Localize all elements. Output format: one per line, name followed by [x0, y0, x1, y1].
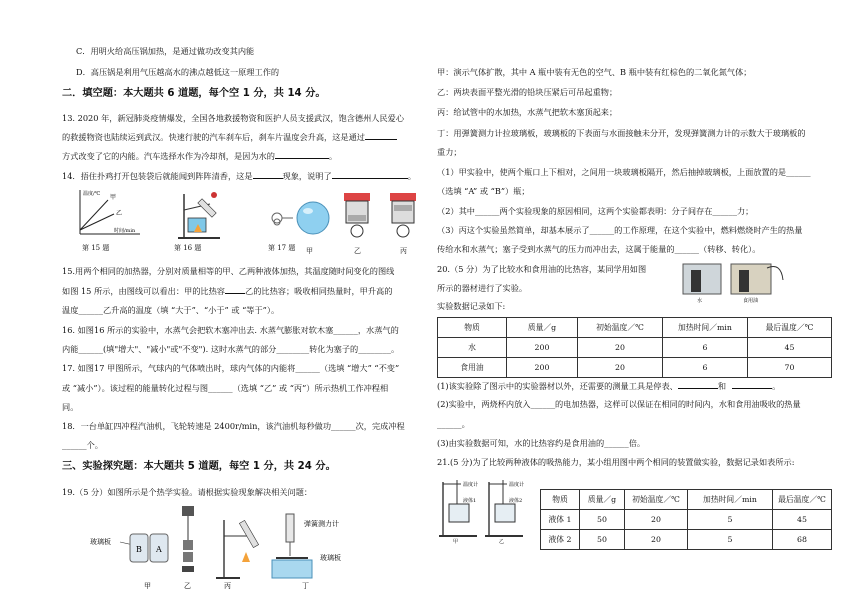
figure-21-apparatus: [437, 474, 533, 544]
q14-end: 。: [407, 171, 416, 181]
q13-line2-text: 的救援物资也陆续运到武汉。快速行驶的汽车刹车后，刹车片温度会升高，这是通过: [62, 132, 365, 142]
fig17-jia-label: 甲: [306, 247, 313, 255]
figure-19-experiments: [90, 500, 430, 592]
fig19-label: 丁: [302, 582, 309, 590]
answer-blank: [275, 149, 329, 159]
table-cell: 20: [625, 510, 688, 530]
table-21: [540, 489, 832, 550]
r-line2: 乙：两块表面平整光滑的铅块压紧后可吊起重物；: [437, 87, 618, 97]
line-jia: [80, 200, 108, 230]
table-row: [541, 510, 832, 530]
fig17-caption: 第 17 题: [268, 244, 296, 252]
spring-label: 弹簧测力计: [304, 520, 339, 528]
q20-1-text: (1)该实验除了图示中的实验器材以外，还需要的测量工具是停表、: [437, 381, 678, 391]
fig19-label: 乙: [184, 582, 191, 590]
answer-blank: [678, 379, 718, 389]
liquid-label: 液体1: [463, 498, 477, 504]
table-header-cell: 加热时间／min: [663, 318, 748, 338]
q20-line3: 实验数据记录如下:: [437, 301, 506, 311]
table-row: [541, 530, 832, 550]
figure-17-balloon: [267, 200, 337, 240]
q14-text-b: 现象，说明了: [282, 171, 332, 181]
glass-label: 玻璃板: [90, 538, 111, 546]
table-cell: 20: [578, 358, 663, 378]
table-row: [438, 338, 832, 358]
fig19-jia: [90, 534, 168, 590]
table-cell: 6: [663, 338, 748, 358]
r-line8: （2）其中______两个实验现象的原因相同，这两个实验都表明：分子间存在______力；: [437, 206, 754, 216]
fig19-ding: [272, 514, 341, 590]
table-header-cell: 质量／g: [507, 318, 578, 338]
q13-line3-text: 方式改变了它的内能。汽车选择水作为冷却剂，是因为水的: [62, 151, 275, 161]
fig21-jia-label: 甲: [453, 539, 459, 544]
fig17-yi-label: 乙: [354, 247, 361, 255]
fig16-caption: 第 16 题: [174, 244, 202, 252]
answer-blank: [253, 169, 283, 179]
glass-label-2: 玻璃板: [320, 554, 341, 562]
table-header-cell: 物质: [438, 318, 507, 338]
q15-text-b: 乙的比热容；吸收相同热量时，甲升高的: [245, 286, 393, 296]
q15-line1: 15.用两个相同的加热器，分别对质量相等的甲、乙两种液体加热，其温度随时间变化的图线: [62, 266, 395, 276]
engine-bing: [390, 193, 416, 237]
fig19-label: 丙: [224, 582, 231, 590]
engine-yi: [344, 193, 370, 237]
q13-end: 。: [328, 151, 338, 161]
figure-15-graph: [74, 186, 144, 238]
table-cell: 50: [580, 510, 625, 530]
fig20-water-label: 水: [697, 298, 703, 304]
fig17-bing-label: 丙: [400, 247, 407, 255]
answer-blank: [332, 169, 408, 179]
thermometer-label: 温度计: [463, 482, 479, 488]
table-cell: 200: [507, 338, 578, 358]
r-line5: 重力；: [437, 147, 462, 157]
section-2-heading: 二．填空题：本大题共 6 道题，每个空 1 分，共 14 分。: [62, 88, 326, 99]
table-20: [437, 317, 832, 378]
q13-line2: [62, 130, 397, 143]
label-jia: 甲: [110, 194, 117, 201]
fig19-bing: [216, 520, 259, 590]
r-line1: 甲：演示气体扩散，其中 A 瓶中装有无色的空气、B 瓶中装有红棕色的二氧化氮气体；: [437, 67, 752, 77]
q20-1-end: 。: [772, 381, 781, 391]
q17-line2: 或 “减小”）。该过程的能量转化过程与图______（选填 “乙” 或 “丙”）所示热机工作冲程相: [62, 383, 389, 393]
fig21-jia: [439, 480, 478, 544]
answer-blank: [225, 284, 245, 294]
table-header-row: [541, 490, 832, 510]
r-line4: 丁：用弹簧测力计拉玻璃板，玻璃板的下表面与水面接触未分开，发现弹簧测力计的示数大于玻璃板的: [437, 128, 806, 138]
answer-blank: [732, 379, 772, 389]
table-cell: 液体 1: [541, 510, 580, 530]
r-line6: （1）甲实验中，使两个瓶口上下相对，之间用一块玻璃板隔开，然后抽掉玻璃板，上面放置的是______: [437, 167, 811, 177]
axis-unit: 温度/℃: [83, 191, 101, 197]
answer-blank: [365, 130, 397, 140]
q18-line1: 18．一台单缸四冲程汽油机，飞轮转速是 2400r/min，该汽油机每秒做功______次，完成冲程: [62, 421, 405, 431]
table-header-cell: 初始温度／℃: [578, 318, 663, 338]
table-cell: 20: [625, 530, 688, 550]
table-cell: 食用油: [438, 358, 507, 378]
fig19-label: 甲: [144, 582, 151, 590]
table-cell: 6: [663, 358, 748, 378]
label-yi: 乙: [116, 210, 123, 217]
table-header-cell: 物质: [541, 490, 580, 510]
q20-2a: (2)实验中，两烧杯内放入______的电加热器，这样可以保证在相同的时间内，水和食用油吸收的热量: [437, 399, 801, 409]
q15-line3: 温度______乙升高的温度（填 “大于”、“小于” 或 “等于”）。: [62, 305, 280, 315]
fig15-caption: 第 15 题: [82, 244, 110, 252]
fig21-yi: [485, 480, 524, 544]
q13-line3: [62, 149, 337, 162]
bottle-a-label: A: [156, 545, 162, 554]
table-cell: 45: [773, 510, 832, 530]
q20-3: (3)由实验数据可知，水的比热容约是食用油的______倍。: [437, 438, 646, 448]
line-yi: [80, 214, 114, 230]
q20-1: [437, 379, 780, 392]
q15-line2: [62, 284, 392, 297]
bottle-b-label: B: [136, 545, 142, 554]
q18-line2: ______个。: [62, 440, 103, 450]
q19-intro: 19.（5 分）如图所示是个热学实验。请根据实验现象解决相关问题：: [62, 487, 313, 497]
q17-line1: 17. 如图17 甲图所示，气球内的气体喷出时，球内气体的内能将______（选填 “增大” “不变”: [62, 363, 400, 373]
table-cell: 50: [580, 530, 625, 550]
q15-text-a: 如图 15 所示，由图线可以看出：甲的比热容: [62, 286, 225, 296]
figure-17-engines: [340, 187, 430, 239]
fig21-yi-label: 乙: [499, 539, 505, 544]
q13-line1: 13. 2020 年，新冠肺炎疫情爆发，全国各地救援物资和医护人员支援武汉，饱含德州人民爱心: [62, 113, 405, 123]
r-line7: （选填 “A” 或 “B”）瓶；: [437, 186, 530, 196]
table-cell: 5: [688, 510, 773, 530]
q20-line1: 20.（5 分）为了比较水和食用油的比热容，某同学用如图: [437, 264, 647, 274]
table-header-cell: 最后温度／℃: [748, 318, 832, 338]
table-cell: 20: [578, 338, 663, 358]
r-line10: 传给水和水蒸气；塞子受到水蒸气的压力而冲出去，这属于能量的______（转移、转化）。: [437, 244, 761, 254]
table-cell: 70: [748, 358, 832, 378]
r-line3: 丙：给试管中的水加热，水蒸气把软木塞顶起来；: [437, 107, 618, 117]
table-cell: 45: [748, 338, 832, 358]
table-cell: 液体 2: [541, 530, 580, 550]
table-cell: 水: [438, 338, 507, 358]
section-3-heading: 三、实验探究题：本大题共 5 道题，每空 1 分，共 24 分。: [62, 461, 336, 472]
table-header-cell: 最后温度／℃: [773, 490, 832, 510]
table-row: [438, 358, 832, 378]
table-cell: 68: [773, 530, 832, 550]
table-header-cell: 初始温度／℃: [625, 490, 688, 510]
fig19-yi: [182, 506, 194, 590]
q16-line1: 16. 如图16 所示的实验中，水蒸气会把软木塞冲出去. 水蒸气膨胀对软木塞______，水蒸气的: [62, 325, 399, 335]
axis-time: 时间/min: [114, 228, 136, 234]
table-cell: 200: [507, 358, 578, 378]
table-header-cell: 加热时间／min: [688, 490, 773, 510]
q16-line2: 内能______(填"增大"、"减小"或"不变"). 这时水蒸气的部分________转化为塞子的________。: [62, 344, 400, 354]
q20-1-and: 和: [717, 381, 727, 391]
liquid-label: 液体2: [509, 498, 523, 504]
thermometer-label: 温度计: [509, 482, 525, 488]
table-cell: 5: [688, 530, 773, 550]
table-header-cell: 质量／g: [580, 490, 625, 510]
q17-line3: 同。: [62, 402, 79, 412]
table-header-row: [438, 318, 832, 338]
option-c: C．用明火给高压锅加热，是通过做功改变其内能: [76, 46, 255, 56]
fig20-oil-label: 食用油: [743, 298, 759, 304]
option-d: D．高压锅是利用气压越高水的沸点越低这一原理工作的: [76, 67, 280, 77]
r-line9: （3）丙这个实验虽然简单，却基本展示了______的工作原理，在这个实验中，燃料燃烧时产生的热量: [437, 225, 803, 235]
q20-line2: 所示的器材进行了实验。: [437, 283, 528, 293]
q21-intro: 21.(5 分)为了比较两种液体的吸热能力，某小组用图中两个相同的装置做实验，数据记录如表所示:: [437, 457, 795, 467]
q14-text-a: 14．捂住扑鸡打开包装袋后就能闻到阵阵清香，这是: [62, 171, 253, 181]
q20-2b: ______。: [437, 419, 470, 429]
figure-16-apparatus: [174, 184, 224, 242]
q14-line: [62, 169, 416, 182]
figure-20-beakers: [677, 256, 787, 304]
